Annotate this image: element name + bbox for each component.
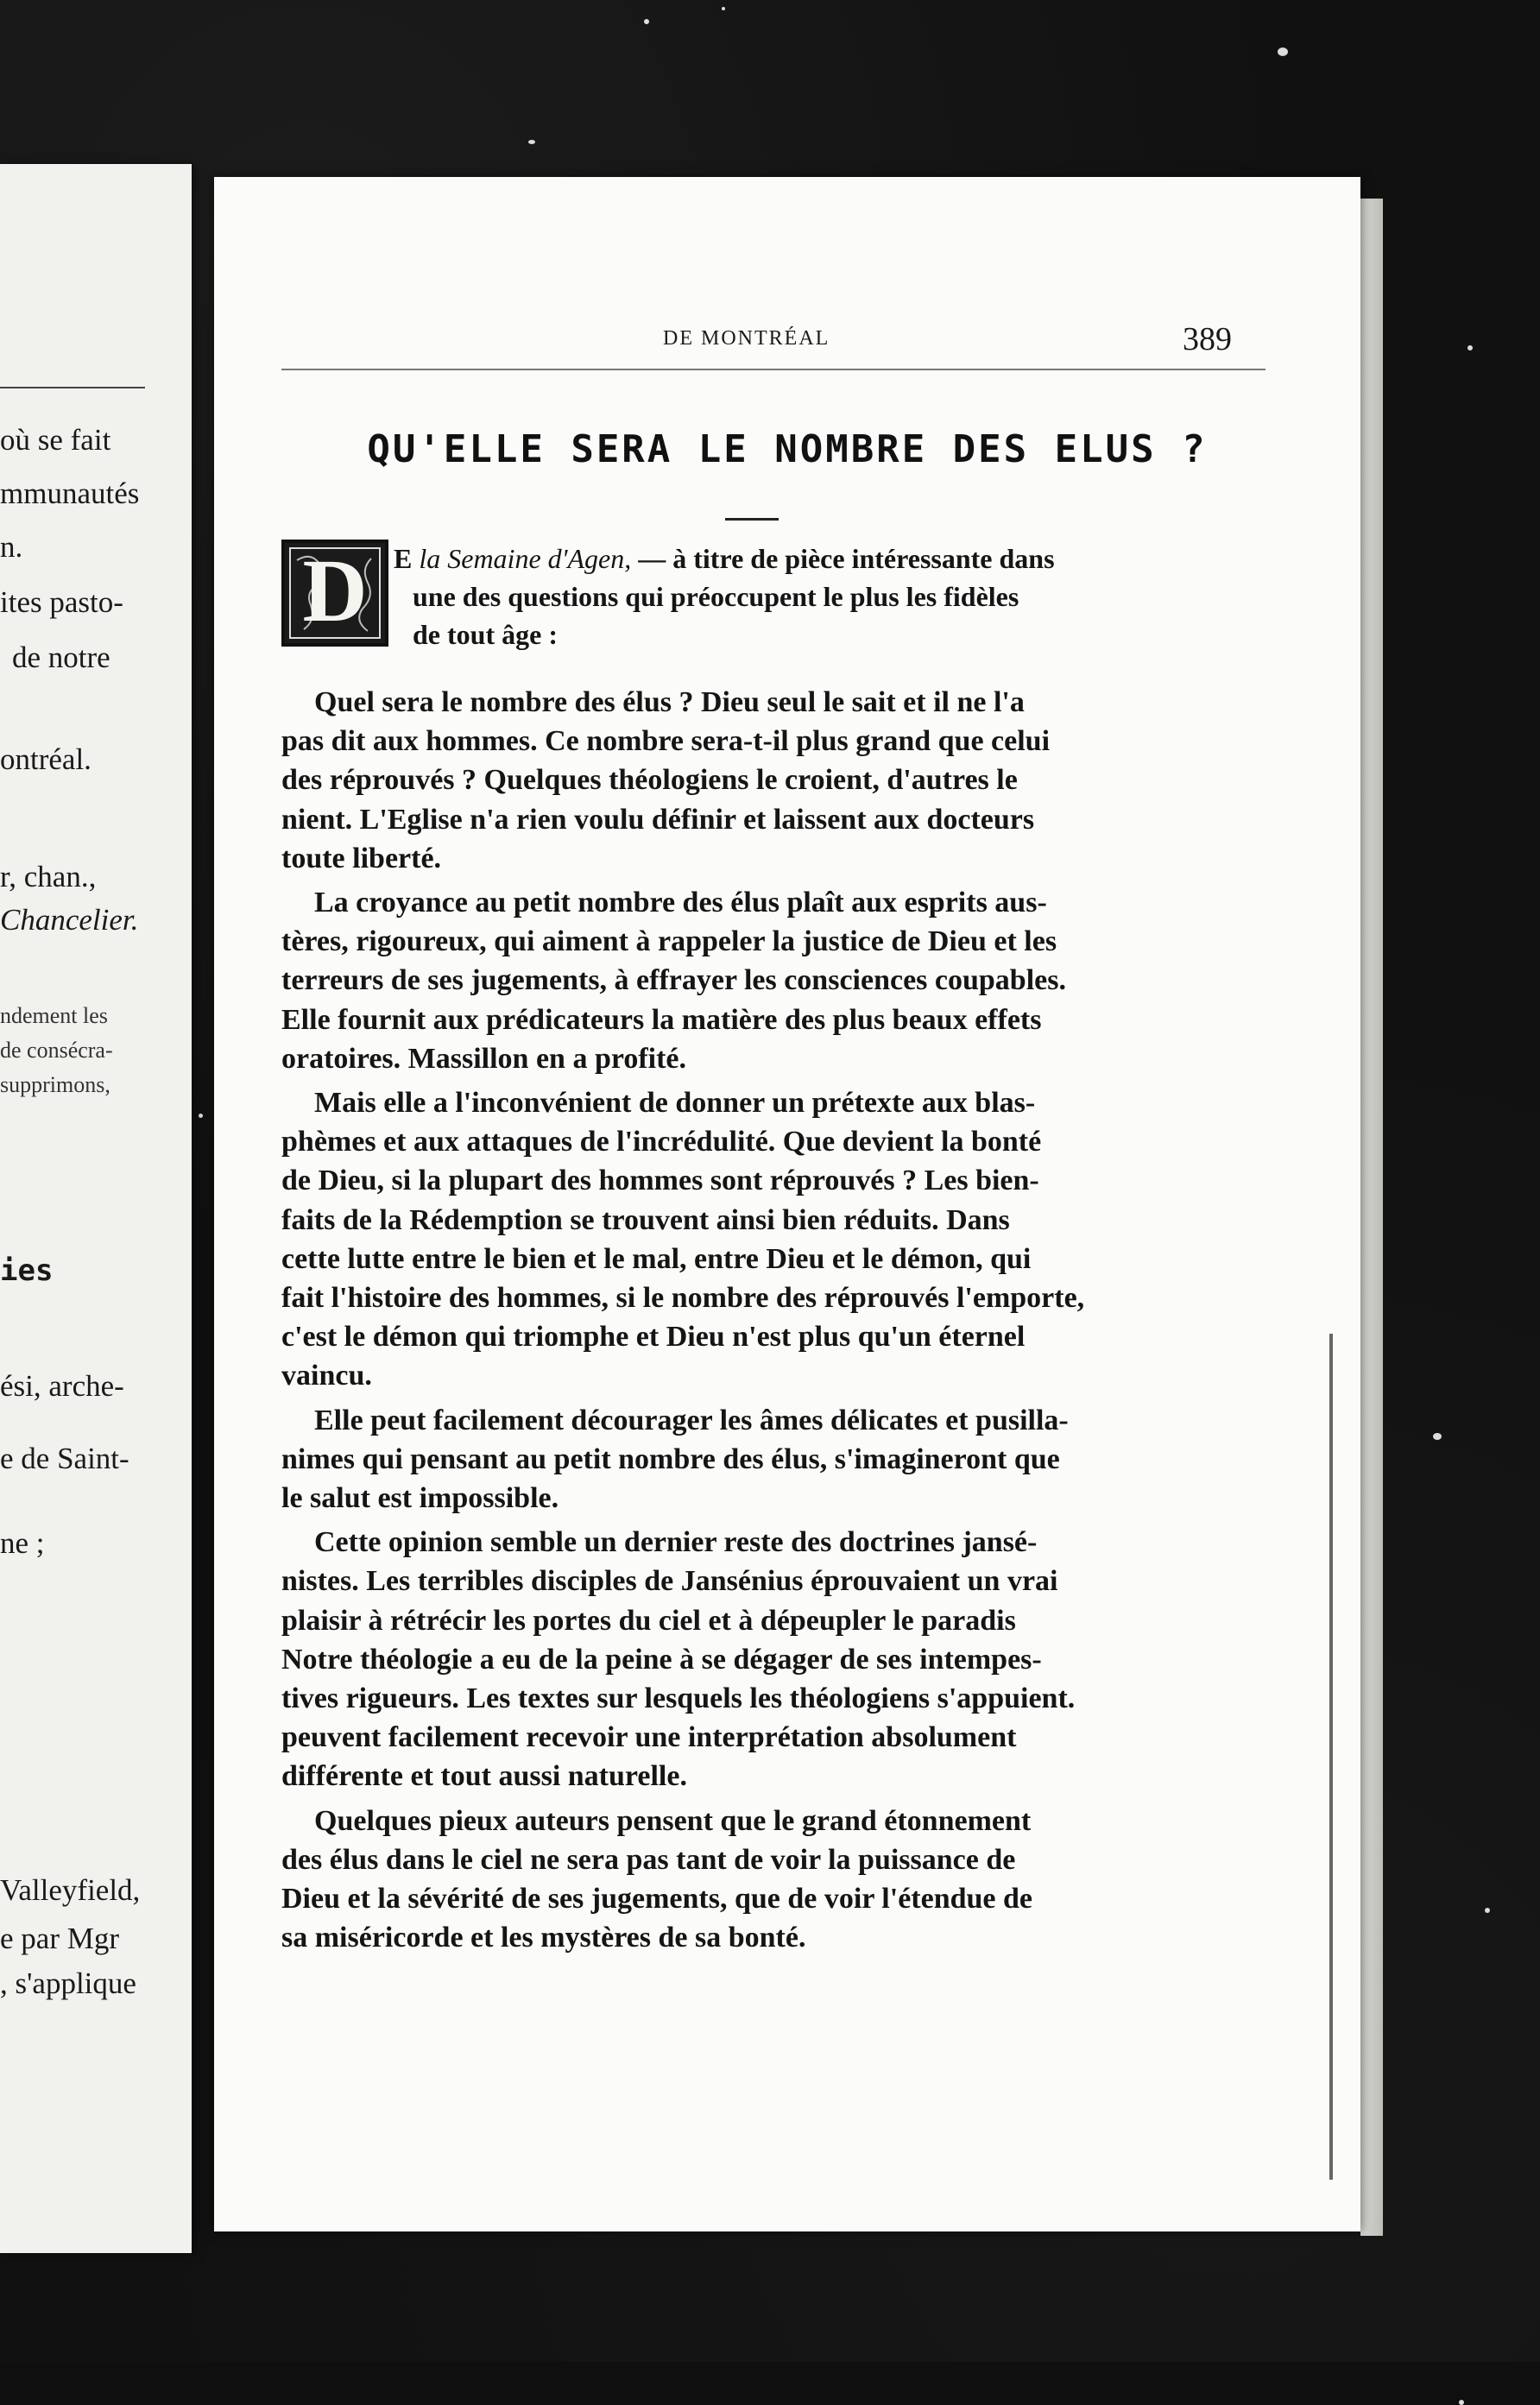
previous-page-fragment [0, 164, 192, 2253]
left-line: supprimons, [0, 1072, 110, 1097]
body-line: cette lutte entre le bien et le mal, entre Dieu et le démon, qui [281, 1243, 1032, 1275]
intro-line-3: de tout âge : [413, 619, 558, 650]
intro-line-2: une des questions qui préoccupent le plus les fidèles [413, 581, 1019, 612]
left-line: Chancelier. [0, 903, 139, 937]
body-line: Dieu et la sévérité de ses jugements, que de voir l'étendue de [281, 1883, 1033, 1915]
body-line: tères, rigoureux, qui aiment à rappeler la justice de Dieu et les [281, 925, 1057, 957]
body-line: des réprouvés ? Quelques théologiens le croient, d'autres le [281, 764, 1018, 796]
body-line: vaincu. [281, 1360, 372, 1392]
left-line: de consécra- [0, 1038, 113, 1063]
left-line: ontréal. [0, 742, 92, 776]
body-line: terreurs de ses jugements, à effrayer les consciences coupables. [281, 964, 1066, 996]
left-line: e de Saint- [0, 1442, 129, 1475]
body-line: nient. L'Eglise n'a rien voulu définir et laissent aux docteurs [281, 804, 1035, 836]
body-line: La croyance au petit nombre des élus plaît aux esprits aus- [314, 887, 1047, 918]
left-section-heading: ies [0, 1253, 54, 1288]
page-header [214, 321, 1360, 369]
body-line: Elle fournit aux prédicateurs la matière des plus beaux effets [281, 1004, 1042, 1036]
main-page [214, 177, 1360, 2231]
body-line: Notre théologie a eu de la peine à se dégager de ses intempes- [281, 1644, 1042, 1676]
body-line: Cette opinion semble un dernier reste des doctrines jansé- [314, 1526, 1038, 1558]
body-line: sa miséricorde et les mystères de sa bonté. [281, 1922, 806, 1954]
left-line: de notre [12, 641, 110, 674]
body-line: c'est le démon qui triomphe et Dieu n'est plus qu'un éternel [281, 1321, 1026, 1353]
drop-cap [281, 540, 388, 647]
body-line: peuvent facilement recevoir une interprétation absolument [281, 1721, 1017, 1753]
body-line: phèmes et aux attaques de l'incrédulité. Que devient la bonté [281, 1126, 1042, 1158]
body-line: Mais elle a l'inconvénient de donner un prétexte aux blas- [314, 1087, 1036, 1119]
body-line: pas dit aux hommes. Ce nombre sera-t-il plus grand que celui [281, 725, 1051, 757]
running-head: DE MONTRÉAL [663, 327, 830, 350]
body-line: des élus dans le ciel ne sera pas tant de voir la puissance de [281, 1844, 1016, 1876]
page-edge [1360, 199, 1383, 2236]
left-page-rule [0, 387, 145, 388]
body-line: Quel sera le nombre des élus ? Dieu seul le sait et il ne l'a [314, 686, 1025, 718]
body-line: toute liberté. [281, 843, 442, 874]
body-line: nimes qui pensant au petit nombre des élus, s'imagineront que [281, 1443, 1060, 1475]
body-line: plaisir à rétrécir les portes du ciel et à dépeupler le paradis [281, 1605, 1016, 1637]
left-line: où se fait [0, 423, 111, 457]
left-line: r, chan., [0, 860, 97, 893]
left-line: n. [0, 530, 23, 564]
drop-cap-letter: D [302, 541, 368, 641]
body-line: Elle peut facilement décourager les âmes délicates et pusilla- [314, 1404, 1069, 1436]
body-line: fait l'histoire des hommes, si le nombre des réprouvés l'emporte, [281, 1282, 1085, 1314]
left-line: ndement les [0, 1003, 108, 1028]
body-line: nistes. Les terribles disciples de Jansénius éprouvaient un vrai [281, 1565, 1058, 1597]
left-line: Valleyfield, [0, 1873, 141, 1907]
body-line: de Dieu, si la plupart des hommes sont réprouvés ? Les bien- [281, 1165, 1039, 1196]
header-rule [281, 369, 1265, 370]
left-line: e par Mgr [0, 1922, 120, 1955]
page-gutter-shadow [1329, 1334, 1333, 2180]
body-line: faits de la Rédemption se trouvent ainsi bien réduits. Dans [281, 1204, 1010, 1236]
page-number: 389 [1183, 321, 1232, 357]
left-line: ites pasto- [0, 585, 123, 619]
left-line: ne ; [0, 1526, 45, 1560]
body-line: tives rigueurs. Les textes sur lesquels les théologiens s'appuient. [281, 1682, 1076, 1714]
left-line: mmunautés [0, 477, 140, 510]
left-line: , s'applique [0, 1966, 136, 2000]
body-line: différente et tout aussi naturelle. [281, 1760, 687, 1792]
body-line: Quelques pieux auteurs pensent que le grand étonnement [314, 1805, 1032, 1837]
title-dash [725, 518, 779, 521]
body-line: le salut est impossible. [281, 1482, 559, 1514]
source-citation: la Semaine d'Agen, [419, 543, 632, 574]
body-line: oratoires. Massillon en a profité. [281, 1043, 687, 1075]
intro-line-1: E la Semaine d'Agen, — à titre de pièce intéressante dans [394, 543, 1055, 574]
left-line: ési, arche- [0, 1369, 124, 1403]
article-title: QU'ELLE SERA LE NOMBRE DES ELUS ? [367, 427, 1208, 471]
